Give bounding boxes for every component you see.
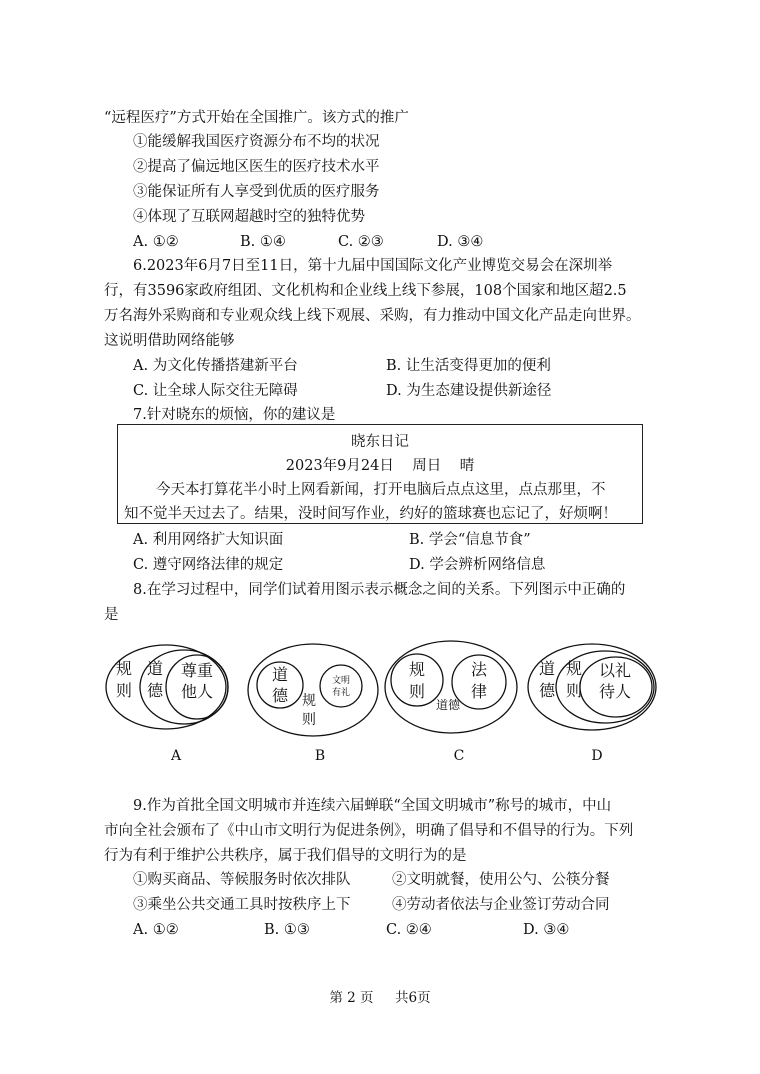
q7-option-c: C. 遵守网络法律的规定: [133, 557, 284, 573]
q5-stem: “远程医疗”方式开始在全国推广。该方式的推广: [104, 110, 409, 126]
diagram-a-inner-2: 他人: [180, 682, 214, 701]
q9-line-2: 市向全社会颁布了《中山市文明行为促进条例》，明确了倡导和不倡导的行为。下列: [104, 823, 634, 839]
diagram-d-inner-2: 待人: [598, 682, 632, 701]
q8-stem-line-1: 8.在学习过程中，同学们试着用图示表示概念之间的关系。下列图示中正确的: [133, 582, 626, 598]
q5-option-d: D. ③④: [437, 234, 484, 250]
q9-option-c: C. ②④: [386, 922, 432, 938]
diary-title: 晓东日记: [351, 434, 409, 450]
diagram-d-inner-1: 以礼: [598, 661, 632, 680]
diagram-c: [380, 630, 530, 774]
diagram-b-label: B: [314, 748, 326, 764]
diagram-b-small-1: 文明: [331, 676, 351, 686]
diagram-c-right-2: 律: [470, 682, 488, 701]
q6-line-1: 6.2023年6月7日至11日，第十九届中国国际文化产业博览交易会在深圳举: [133, 258, 613, 274]
q9-option-a: A. ①②: [133, 922, 179, 938]
q5-statement-4: ④体现了互联网超越时空的独特优势: [133, 209, 365, 225]
diagram-d-label: D: [591, 748, 603, 764]
diagram-a-label: A: [170, 748, 182, 764]
q5-statement-1: ①能缓解我国医疗资源分布不均的状况: [133, 134, 380, 150]
diary-line-1: 今天本打算花半小时上网看新闻，打开电脑后点点这里，点点那里，不: [156, 482, 606, 498]
q9-line-1: 9.作为首批全国文明城市并连续六届蝉联“全国文明城市”称号的城市，中山: [133, 798, 612, 814]
diagram-a-outer-2: 则: [116, 681, 133, 700]
q9-statement-4: ④劳动者依法与企业签订劳动合同: [392, 897, 610, 913]
diary-line-2: 知不觉半天过去了。结果，没时间写作业，约好的篮球赛也忘记了，好烦啊！: [124, 506, 617, 522]
diagram-c-left-1: 规: [408, 660, 426, 679]
diary-box: [117, 424, 643, 524]
diagram-a-middle-2: 德: [147, 681, 164, 700]
diagram-d: [522, 630, 672, 774]
q9-statement-2: ②文明就餐，使用公勺、公筷分餐: [392, 872, 610, 888]
q8-stem-line-2: 是: [104, 607, 119, 623]
q5-statement-2: ②提高了偏远地区医生的医疗技术水平: [133, 159, 380, 175]
q6-option-d: D. 为生态建设提供新途径: [386, 383, 552, 399]
q7-option-b: B. 学会“信息节食”: [409, 532, 531, 548]
q7-stem: 7.针对晓东的烦恼，你的建议是: [133, 407, 336, 423]
diagram-d-middle-1: 规: [566, 659, 583, 678]
diagram-b-left-2: 德: [271, 686, 289, 705]
diagram-b-outer-1: 规: [302, 693, 316, 709]
q6-option-c: C. 让全球人际交往无障碍: [133, 383, 298, 399]
diagram-a-outer-1: 规: [116, 659, 133, 678]
q9-option-d: D. ③④: [523, 922, 570, 938]
q9-statement-1: ①购买商品、等候服务时依次排队: [133, 872, 351, 888]
diagram-c-left-2: 则: [408, 682, 426, 701]
q5-option-c: C. ②③: [338, 234, 384, 250]
q9-statement-3: ③乘坐公共交通工具时按秩序上下: [133, 897, 351, 913]
q6-line-2: 行，有3596家政府组团、文化机构和企业线上线下参展，108个国家和地区超2.5: [104, 283, 627, 299]
diagram-a-inner-1: 尊重: [180, 661, 214, 680]
diary-date: 2023年9月24日 周日 晴: [285, 458, 475, 474]
q9-line-3: 行为有利于维护公共秩序，属于我们倡导的文明行为的是: [104, 848, 467, 864]
diagram-c-label: C: [453, 748, 465, 764]
diagram-b-left-1: 道: [271, 665, 289, 684]
q5-option-a: A. ①②: [133, 234, 179, 250]
q6-option-b: B. 让生活变得更加的便利: [386, 358, 551, 374]
q6-option-a: A. 为文化传播搭建新平台: [133, 358, 298, 374]
diagram-c-right-1: 法: [470, 660, 488, 679]
diagram-d-outer-2: 德: [539, 681, 556, 700]
q7-option-a: A. 利用网络扩大知识面: [133, 532, 284, 548]
diagram-a: [100, 630, 250, 774]
diagram-d-outer-1: 道: [539, 659, 556, 678]
diagram-a-middle-1: 道: [147, 659, 164, 678]
page-footer: 第 2 页 共6页: [329, 990, 431, 1006]
q7-option-d: D. 学会辨析网络信息: [409, 557, 546, 573]
diagram-b-outer-2: 则: [302, 712, 316, 728]
diagram-b: [240, 630, 390, 774]
q9-option-b: B. ①③: [264, 922, 310, 938]
q5-statement-3: ③能保证所有人享受到优质的医疗服务: [133, 184, 380, 200]
q6-line-4: 这说明借助网络能够: [104, 333, 235, 349]
diagram-b-small-2: 有礼: [331, 688, 351, 698]
diagram-d-middle-2: 则: [566, 681, 583, 700]
diagram-c-outer: 道德: [435, 698, 461, 712]
q6-line-3: 万名海外采购商和专业观众线上线下观展、采购，有力推动中国文化产品走向世界。: [104, 308, 641, 324]
q5-option-b: B. ①④: [240, 234, 286, 250]
